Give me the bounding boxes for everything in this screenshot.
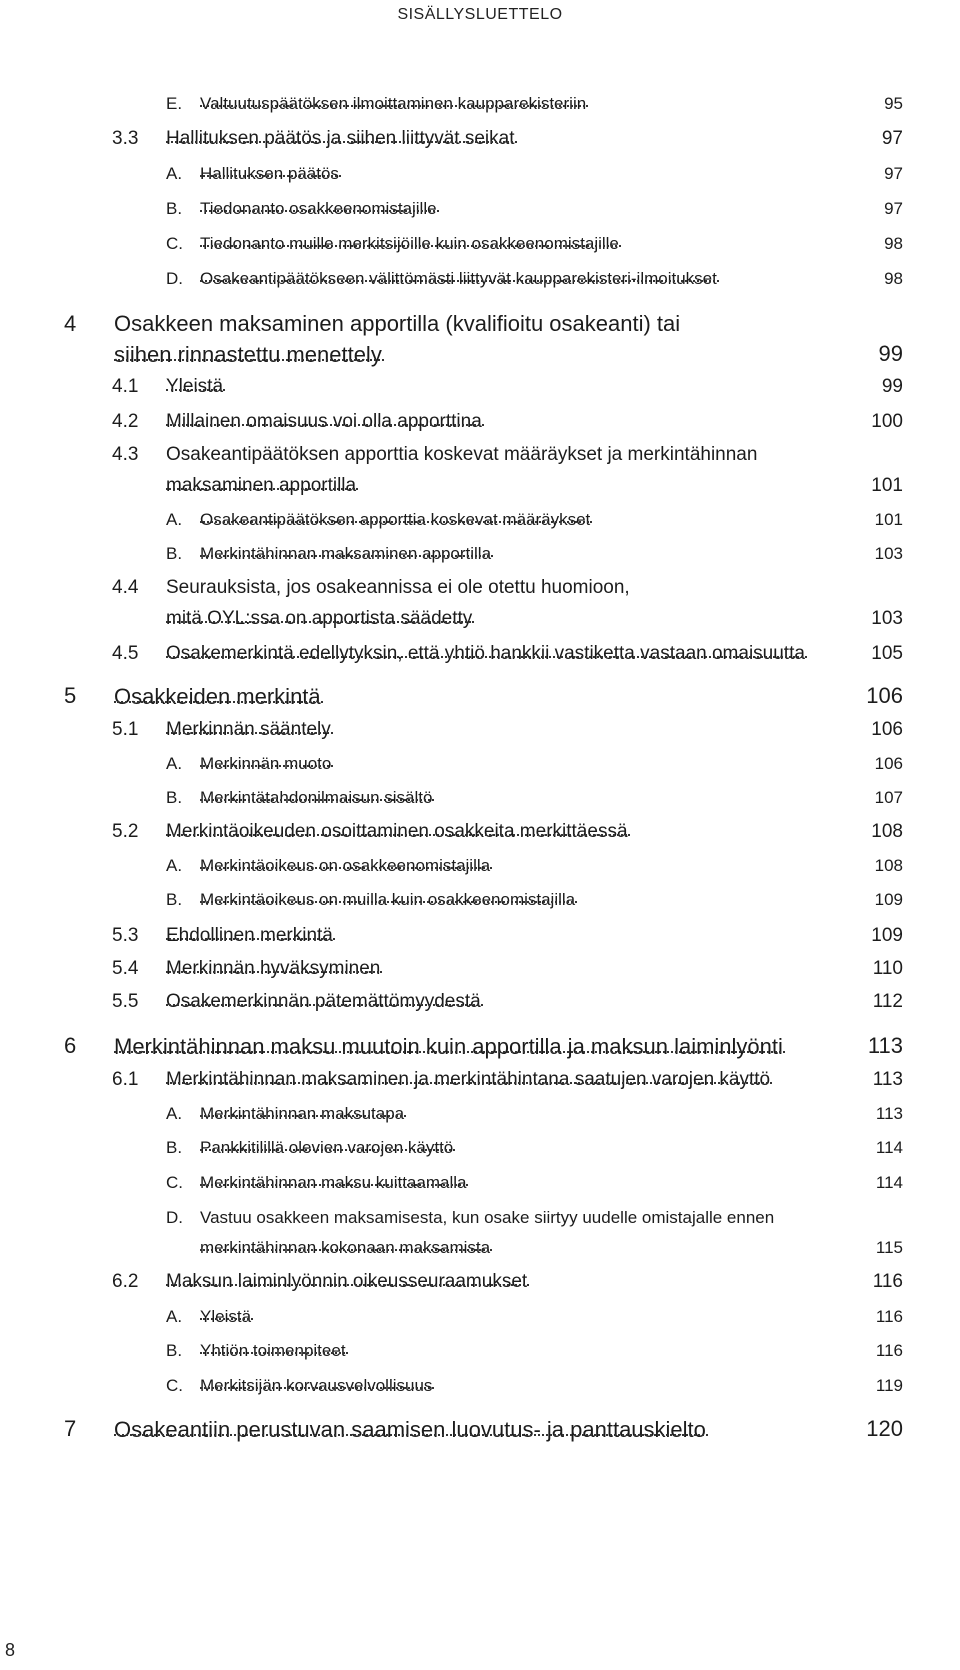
toc-entry-title: Merkitsijän korvausvelvollisuus (200, 1376, 433, 1395)
toc-entry-page: 113 (875, 1104, 903, 1123)
toc-entry-leader (114, 312, 682, 336)
toc-entry-leader (166, 608, 474, 629)
toc-entry-number: 5 (64, 683, 77, 708)
toc-entry-title: maksaminen apportilla (166, 475, 357, 496)
toc-entry-page: 110 (872, 958, 903, 979)
toc-entry-page: 109 (871, 925, 903, 946)
toc-entry (0, 508, 960, 532)
toc-entry (0, 642, 960, 666)
toc-entry-page: 98 (884, 234, 903, 253)
toc-entry-page: 112 (872, 991, 903, 1012)
toc-entry (0, 342, 960, 366)
toc-entry-title: Tiedonanto osakkeenomistajille (200, 199, 437, 218)
toc-entry-leader (114, 684, 323, 709)
toc-entry-title: Vastuu osakkeen maksamisesta, kun osake siirtyy uudelle omistajalle ennen (200, 1208, 775, 1227)
toc-entry-leader (114, 1417, 708, 1442)
toc-entry-leader (166, 576, 632, 600)
toc-entry-number: C. (166, 1376, 183, 1395)
toc-entry-title: Osakemerkinnän pätemättömyydestä (166, 991, 481, 1012)
toc-entry (0, 854, 960, 878)
toc-entry-leader (200, 1104, 406, 1123)
toc-entry-leader (200, 890, 577, 909)
toc-entry-title: Seurauksista, jos osakeannissa ei ole otettu huomioon, (166, 577, 630, 598)
toc-entry-page: 113 (872, 1069, 903, 1090)
toc-entry-number: 5.2 (112, 821, 139, 842)
toc-entry-page: 113 (867, 1033, 903, 1058)
toc-entry-number: 3.3 (112, 128, 139, 149)
toc-entry-leader (200, 788, 434, 807)
toc-entry (0, 1417, 960, 1441)
toc-entry-number: B. (166, 199, 183, 218)
toc-entry-title: Yleistä (166, 376, 224, 397)
toc-entry-title: Merkintähinnan maksaminen ja merkintähintana saatujen varojen käyttö (166, 1069, 771, 1090)
toc-entry-page: 106 (871, 719, 903, 740)
toc-entry-leader (200, 754, 333, 773)
toc-entry-number: 4.4 (112, 577, 139, 598)
toc-entry-page: 119 (875, 1376, 903, 1395)
toc-entry-page: 105 (871, 643, 903, 664)
toc-entry (0, 888, 960, 912)
toc-entry-page: 120 (866, 1416, 903, 1441)
toc-entry-title: Merkinnän hyväksyminen (166, 958, 381, 979)
toc-entry-title: Osakkeiden merkintä (114, 684, 321, 709)
toc-entry-page: 95 (884, 94, 903, 113)
toc-entry-number: 7 (64, 1416, 77, 1441)
toc-entry-number: B. (166, 1138, 183, 1157)
toc-entry (0, 162, 960, 186)
toc-entry-leader (166, 643, 807, 664)
toc-entry-number: 4.5 (112, 643, 139, 664)
toc-entry-leader (166, 991, 483, 1012)
toc-entry-title: Osakkeen maksaminen apportilla (kvalifioitu osakeanti) tai (114, 312, 681, 336)
toc-entry (0, 410, 960, 434)
toc-entry (0, 443, 960, 467)
toc-entry-title: Merkintähinnan maksu muutoin kuin apportilla ja maksun laiminlyönti (114, 1034, 783, 1059)
toc-entry-number: B. (166, 544, 183, 563)
toc-entry-number: B. (166, 1341, 183, 1360)
toc-entry (0, 1206, 960, 1230)
toc-entry (0, 232, 960, 256)
toc-entry-number: 5.3 (112, 925, 139, 946)
toc-entry (0, 127, 960, 151)
toc-entry-title: Merkintähinnan maksu kuittaamalla (200, 1173, 467, 1192)
toc-entry-leader (200, 199, 439, 218)
toc-entry-number: A. (166, 754, 183, 773)
toc-entry (0, 375, 960, 399)
toc-entry-leader (166, 411, 484, 432)
toc-entry-page: 116 (872, 1271, 903, 1292)
toc-entry-title: Merkintätahdonilmaisun sisältö (200, 788, 433, 807)
toc-entry-title: Yleistä (200, 1307, 252, 1326)
toc-entry (0, 197, 960, 221)
toc-entry-number: C. (166, 1173, 183, 1192)
toc-entry-leader (166, 1069, 772, 1090)
toc-entry-title: Merkintäoikeus on osakkeenomistajilla (200, 856, 491, 875)
toc-entry-page: 115 (875, 1238, 903, 1257)
toc-entry-number: B. (166, 890, 183, 909)
toc-entry-title: Hallituksen päätös (200, 164, 339, 183)
toc-entry-leader (114, 342, 384, 367)
toc-entry-number: A. (166, 1307, 183, 1326)
toc-entry-number: 4.1 (112, 376, 139, 397)
toc-entry-leader (166, 925, 335, 946)
toc-entry-leader (200, 1206, 776, 1230)
toc-entry-leader (200, 1376, 434, 1395)
toc-entry-leader (200, 1341, 348, 1360)
toc-entry-title: Maksun laiminlyönnin oikeusseuraamukset (166, 1271, 528, 1292)
toc-entry-title: Valtuutuspäätöksen ilmoittaminen kaupparekisteriin (200, 94, 587, 113)
toc-entry-leader (166, 376, 225, 397)
toc-entry (0, 312, 960, 336)
toc-entry-leader (166, 128, 517, 149)
toc-entry-title: Merkintähinnan maksutapa (200, 1104, 405, 1123)
toc-entry-leader (200, 164, 341, 183)
toc-entry (0, 267, 960, 291)
toc-entry (0, 786, 960, 810)
toc-entry-page: 97 (884, 164, 903, 183)
toc-entry-number: C. (166, 234, 183, 253)
toc-entry-number: 6.1 (112, 1069, 139, 1090)
toc-entry-title: Millainen omaisuus voi olla apporttina (166, 411, 482, 432)
toc-entry (0, 542, 960, 566)
toc-entry-title: mitä OYL:ssa on apportista säädetty (166, 608, 473, 629)
toc-entry (0, 1068, 960, 1092)
toc-entry-title: Merkinnän sääntely (166, 719, 331, 740)
toc-entry-title: Merkintäoikeuden osoittaminen osakkeita merkittäessä (166, 821, 628, 842)
toc-entry-number: 5.1 (112, 719, 139, 740)
toc-entry (0, 820, 960, 844)
toc-entry (0, 1102, 960, 1126)
toc-entry-number: 6 (64, 1033, 77, 1058)
toc-entry-page: 97 (884, 199, 903, 218)
toc-entry (0, 1305, 960, 1329)
toc-entry-page: 97 (881, 128, 903, 149)
toc-entry (0, 92, 960, 116)
toc-entry (0, 1374, 960, 1398)
toc-entry-leader (166, 958, 382, 979)
toc-entry-title: Pankkitilillä olevien varojen käyttö (200, 1138, 454, 1157)
toc-entry-page: 101 (871, 475, 903, 496)
toc-entry-number: D. (166, 1208, 183, 1227)
toc-entry-title: Osakeantipäätökseen välittömästi liittyvät kaupparekisteri-ilmoitukset (200, 269, 717, 288)
toc-entry-title: Merkintähinnan maksaminen apportilla (200, 544, 492, 563)
toc-entry-title: siihen rinnastettu menettely (114, 342, 382, 367)
toc-entry-number: E. (166, 94, 183, 113)
toc-entry-page: 99 (881, 376, 903, 397)
toc-entry-leader (166, 475, 358, 496)
toc-entry-page: 114 (875, 1173, 903, 1192)
toc-entry-title: merkintähinnan kokonaan maksamista (200, 1238, 491, 1257)
toc-entry (0, 607, 960, 631)
toc-entry-number: A. (166, 856, 183, 875)
toc-entry-page: 106 (874, 754, 903, 773)
toc-entry-page: 108 (871, 821, 903, 842)
toc-entry-number: B. (166, 788, 183, 807)
toc-entry-title: Merkintäoikeus on muilla kuin osakkeenomistajilla (200, 890, 576, 909)
toc-entry-title: Osakeantipäätöksen apporttia koskevat määräykset ja merkintähinnan (166, 444, 758, 465)
toc-entry-page: 116 (875, 1307, 903, 1326)
toc-entry-title: Osakeantipäätöksen apporttia koskevat määräykset (200, 510, 591, 529)
toc-entry (0, 1034, 960, 1058)
toc-entry-page: 106 (866, 683, 903, 708)
toc-entry-leader (114, 1034, 785, 1059)
toc-entry-leader (200, 544, 493, 563)
toc-entry-leader (200, 94, 588, 113)
toc-entry (0, 474, 960, 498)
toc-entry-page: 100 (871, 411, 903, 432)
toc-entry-leader (200, 1238, 492, 1257)
toc-entry (0, 576, 960, 600)
toc-entry-leader (200, 510, 592, 529)
toc-entry-title: Osakeantiin perustuvan saamisen luovutus- ja panttauskielto (114, 1417, 706, 1442)
toc-entry-leader (200, 234, 621, 253)
toc-entry-number: 4 (64, 311, 77, 336)
toc-entry-leader (200, 1173, 468, 1192)
toc-entry-number: A. (166, 1104, 183, 1123)
toc-entry (0, 752, 960, 776)
toc-entry-number: 4.3 (112, 444, 139, 465)
toc-entry-page: 103 (874, 544, 903, 563)
toc-entry-page: 103 (871, 608, 903, 629)
toc-entry-number: 6.2 (112, 1271, 139, 1292)
toc-entry-number: 5.4 (112, 958, 139, 979)
toc-entry-leader (166, 1271, 529, 1292)
toc-entry-number: A. (166, 164, 183, 183)
toc-entry-page: 107 (874, 788, 903, 807)
toc-entry-page: 109 (874, 890, 903, 909)
toc-entry-title: Merkinnän muoto (200, 754, 332, 773)
toc-entry-page: 108 (874, 856, 903, 875)
toc-entry (0, 990, 960, 1014)
toc-entry (0, 718, 960, 742)
toc-entry-page: 114 (875, 1138, 903, 1157)
toc-entry-page: 98 (884, 269, 903, 288)
toc-entry-page: 116 (875, 1341, 903, 1360)
toc-entry-number: A. (166, 510, 183, 529)
toc-entry-leader (166, 821, 630, 842)
toc-entry (0, 1270, 960, 1294)
toc-entry-title: Tiedonanto muille merkitsijöille kuin osakkeenomistajille (200, 234, 619, 253)
toc-entry-leader (200, 1138, 455, 1157)
toc-entry-page: 99 (878, 341, 903, 366)
page-number: 8 (5, 1640, 16, 1660)
toc-entry-leader (200, 856, 492, 875)
toc-entry-title: Osakemerkintä edellytyksin, että yhtiö hankkii vastiketta vastaan omaisuutta (166, 643, 805, 664)
toc-entry-leader (166, 719, 333, 740)
toc-entry-title: Yhtiön toimenpiteet (200, 1341, 346, 1360)
toc-entry-leader (200, 1307, 253, 1326)
running-head: SISÄLLYSLUETTELO (397, 6, 563, 23)
toc-entry-leader (200, 269, 719, 288)
toc-entry-number: 5.5 (112, 991, 139, 1012)
toc-entry-title: Ehdollinen merkintä (166, 925, 333, 946)
toc-entry-number: D. (166, 269, 183, 288)
toc-entry-page: 101 (874, 510, 903, 529)
toc-entry (0, 684, 960, 708)
toc-entry-leader (166, 443, 759, 467)
toc-entry (0, 1171, 960, 1195)
toc-entry (0, 1339, 960, 1363)
toc-entry (0, 1236, 960, 1260)
toc-entry (0, 1136, 960, 1160)
toc-entry (0, 957, 960, 981)
toc-entry-number: 4.2 (112, 411, 139, 432)
toc-entry (0, 924, 960, 948)
toc-entry-title: Hallituksen päätös ja siihen liittyvät seikat (166, 128, 515, 149)
